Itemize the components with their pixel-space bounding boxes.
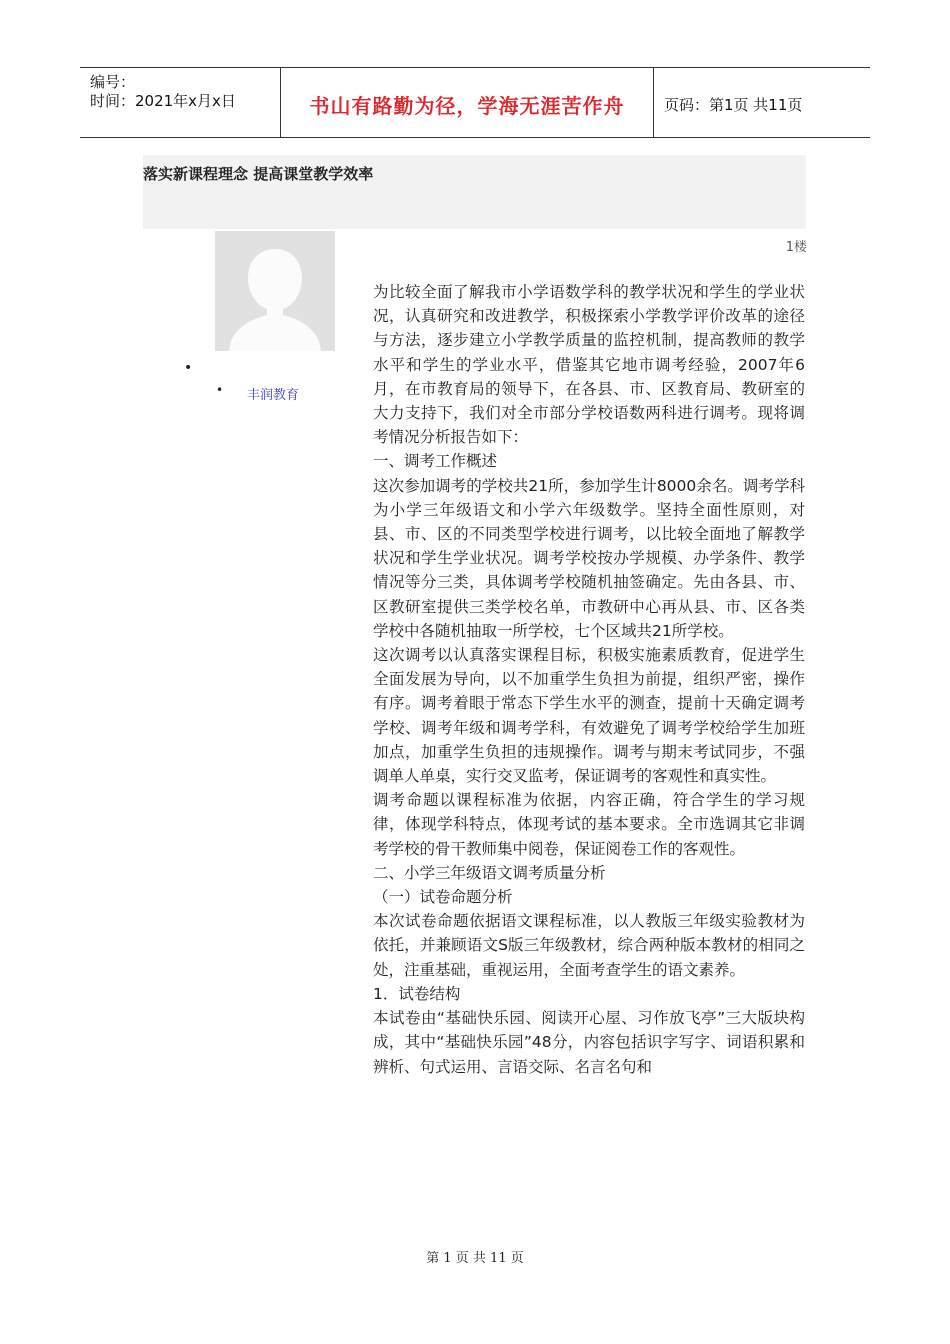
header-motto-cell	[281, 68, 654, 137]
paragraph: 调考命题以课程标准为依据，内容正确，符合学生的学习规律，体现学科特点，体现考试的基本要求。全市选调其它非调考学校的骨干教师集中阅卷，保证阅卷工作的客观性。	[373, 791, 805, 858]
subsection-heading: （一）试卷命题分析	[373, 888, 513, 907]
author-link[interactable]: 丰润教育	[247, 388, 300, 403]
header-page-cell	[654, 68, 870, 137]
header-meta-cell	[80, 68, 281, 137]
section-heading: 二、小学三年级语文调考质量分析	[373, 863, 606, 882]
document-header	[80, 67, 870, 138]
bullet-icon: •	[216, 383, 224, 397]
paragraph: 本次试卷命题依据语文课程标准，以人教版三年级实验教材为依托，并兼顾语文S版三年级教材，综合两种版本教材的相同之处，注重基础，重视运用，全面考查学生的语文素养。	[373, 912, 805, 979]
post-body	[373, 280, 805, 1079]
bullet-icon: •	[184, 360, 193, 376]
floor-label: 1楼	[785, 240, 807, 255]
section-heading: 一、调考工作概述	[373, 452, 498, 471]
paragraph: 为比较全面了解我市小学语数学科的教学状况和学生的学业状况，认真研究和改进教学，积极探索小学教学评价改革的途径与方法，逐步建立小学教学质量的监控机制，提高教师的教学水平和学生的学业水平，借鉴其它地市调考经验，2007年6月，在市教育局的领导下，在各县、市、区教育局、教研室的大力支持下，我们对全市部分学校语数两科进行调考。现将调考情况分析报告如下：	[373, 283, 805, 447]
post-title-bar	[143, 155, 806, 229]
number-label: 编号：	[90, 73, 136, 91]
user-silhouette-icon	[215, 231, 335, 351]
post-title: 落实新课程理念 提高课堂教学效率	[143, 165, 374, 183]
time-label: 时间：2021年x月x日	[90, 92, 236, 110]
paragraph: 这次参加调考的学校共21所，参加学生计8000余名。调考学科为小学三年级语文和小学六年级数学。坚持全面性原则，对县、市、区的不同类型学校进行调考，以比较全面地了解教学状况和学生学业状况。调考学校按办学规模、办学条件、教学情况等分三类，具体调考学校随机抽签确定。先由各县、市、区教研室提供三类学校名单，市教研中心再从县、市、区各类学校中各随机抽取一所学校，七个区域共21所学校。	[373, 476, 805, 640]
paragraph: 这次调考以认真落实课程目标，积极实施素质教育，促进学生全面发展为导向，以不加重学生负担为前提，组织严密，操作有序。调考着眼于常态下学生水平的测查，提前十天确定调考学校、调考年级和调考学科，有效避免了调考学校给学生加班加点，加重学生负担的违规操作。调考与期末考试同步，不强调单人单桌，实行交叉监考，保证调考的客观性和真实性。	[373, 646, 805, 786]
avatar[interactable]	[215, 231, 335, 351]
motto: 书山有路勤为径，学海无涯苦作舟	[309, 94, 625, 118]
page-label: 页码：第1页 共11页	[664, 96, 803, 114]
paragraph: 本试卷由“基础快乐园、阅读开心屋、习作放飞亭”三大版块构成，其中“基础快乐园”48分，内容包括识字写字、词语积累和辨析、句式运用、言语交际、名言名句和	[373, 1009, 805, 1076]
page-footer: 第 1 页 共 11 页	[426, 1251, 524, 1266]
subsection-heading: 1．试卷结构	[373, 984, 461, 1003]
